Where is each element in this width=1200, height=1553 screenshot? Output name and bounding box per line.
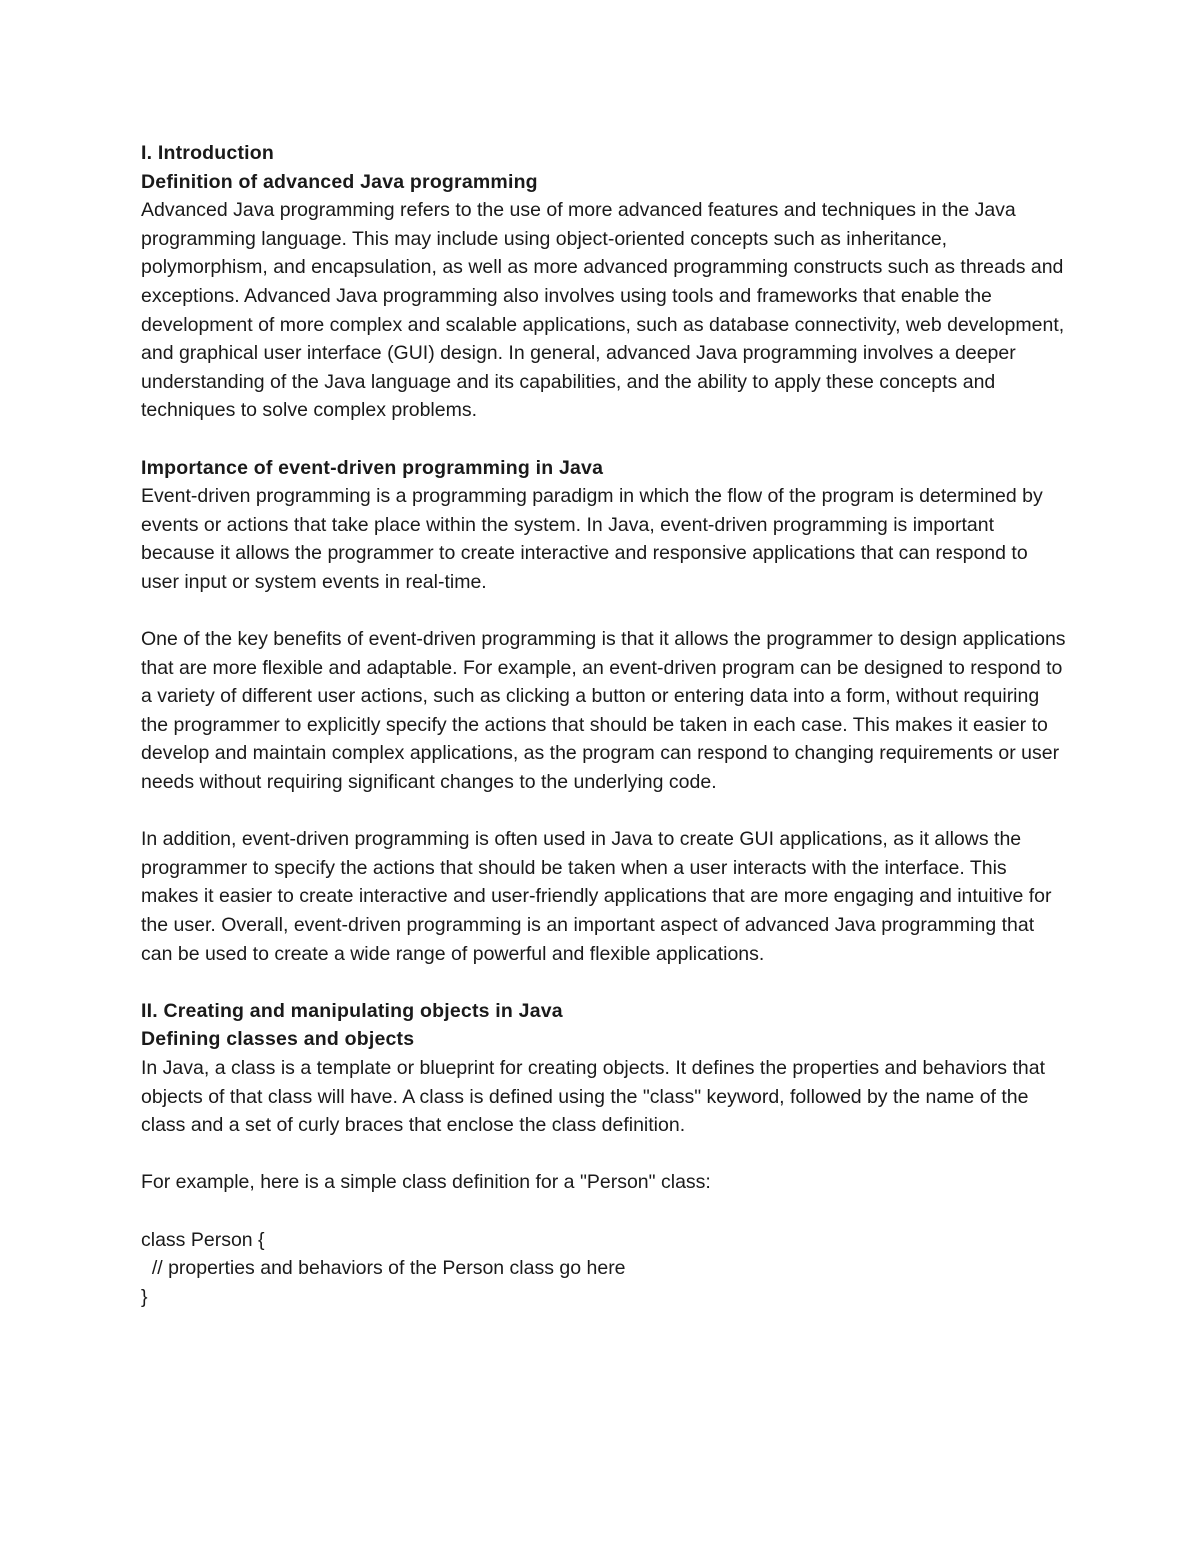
- paragraph: In addition, event-driven programming is often used in Java to create GUI applications, as it allows the programmer to specify the actions that should be taken when a user interacts with the interface. This makes it easier to create interactive and user-friendly applications that are more engaging and intuitive for the user. Overall, event-driven programming is an important aspect of advanced Java programming that can be used to create a wide range of powerful and flexible applications.: [141, 828, 1052, 965]
- subsection-heading: Definition of advanced Java programming: [141, 170, 538, 193]
- paragraph: Event-driven programming is a programming paradigm in which the flow of the program is determined by events or actions that take place within the system. In Java, event-driven programming is important because it allows the programmer to create interactive and responsive applications that can respond to user input or system events in real-time.: [141, 485, 1043, 593]
- section-title: II. Creating and manipulating objects in Java: [141, 999, 563, 1022]
- subsection-heading: Importance of event-driven programming in Java: [141, 456, 604, 479]
- paragraph: Advanced Java programming refers to the use of more advanced features and techniques in the Java programming language. This may include using object-oriented concepts such as inheritance, polymorphism, and encapsulation, as well as more advanced programming constructs such as threads and exceptions. Advanced Java programming also involves using tools and frameworks that enable the development of more complex and scalable applications, such as database connectivity, web development, and graphical user interface (GUI) design. In general, advanced Java programming involves a deeper understanding of the Java language and its capabilities, and the ability to apply these concepts and techniques to solve complex problems.: [141, 199, 1065, 422]
- paragraph: In Java, a class is a template or blueprint for creating objects. It defines the properties and behaviors that objects of that class will have. A class is defined using the "class" keyword, followed by the name of the class and a set of curly braces that enclose the class definition.: [141, 1057, 1045, 1137]
- paragraph: For example, here is a simple class definition for a "Person" class:: [141, 1171, 711, 1194]
- subsection-heading: Defining classes and objects: [141, 1028, 415, 1051]
- paragraph: One of the key benefits of event-driven programming is that it allows the programmer to design applications that are more flexible and adaptable. For example, an event-driven program can be designed to respond to a variety of different user actions, such as clicking a button or entering data into a form, without requiring the programmer to explicitly specify the actions that should be taken in each case. This makes it easier to develop and maintain complex applications, as the program can respond to changing requirements or user needs without requiring significant changes to the underlying code.: [141, 628, 1066, 794]
- section-title: I. Introduction: [141, 142, 274, 164]
- code-block: [141, 1226, 1066, 1312]
- code-line: }: [141, 1285, 148, 1308]
- spacer: [141, 1140, 1066, 1169]
- spacer: [141, 425, 1066, 454]
- spacer: [141, 968, 1066, 997]
- code-line: class Person {: [141, 1228, 265, 1251]
- spacer: [141, 1197, 1066, 1226]
- document-page: [141, 139, 1066, 1311]
- spacer: [141, 797, 1066, 826]
- code-line: // properties and behaviors of the Person class go here: [141, 1257, 626, 1280]
- spacer: [141, 597, 1066, 626]
